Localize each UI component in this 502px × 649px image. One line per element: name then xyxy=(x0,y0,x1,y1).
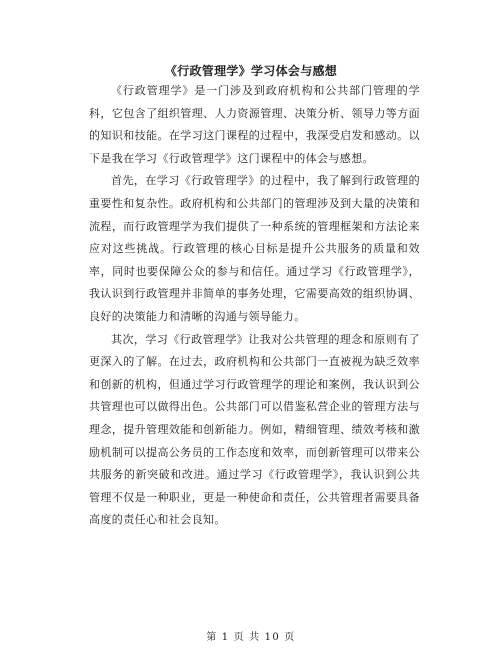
footer-page-unit: 页 xyxy=(233,632,246,643)
document-title: 《行政管理学》学习体会与感想 xyxy=(164,64,338,78)
footer-total-pages: 10 xyxy=(264,632,281,643)
footer-page-prefix: 第 xyxy=(206,632,218,643)
paragraph-second-point: 其次，学习《行政管理学》让我对公共管理的理念和原则有了更深入的了解。在过去，政府机构和公共部门一直被视为缺乏效率和创新的机构，但通过学习行政管理学的理论和案例，我认识到公共管理也可以做得出色。公共部门可以借鉴私营企业的管理方法与理念，提升管理效能和创新能力。例如，精细管理、绩效考核和激励机制可以提高公务员的工作态度和效率，而创新管理可以带来公共服务的新突破和改进。通过学习《行政管理学》，我认识到公共管理不仅是一种职业，更是一种使命和责任，公共管理者需要具备高度的责任心和社会良知。 xyxy=(89,332,420,527)
page-footer xyxy=(0,628,502,643)
paragraph-intro: 《行政管理学》是一门涉及到政府机构和公共部门管理的学科，它包含了组织管理、人力资源管理、决策分析、领导力等方面的知识和技能。在学习这门课程的过程中，我深受启发和感动。以下是我在学习《行政管理学》这门课程中的体会与感想。 xyxy=(89,84,420,165)
paragraph-first-point: 首先，在学习《行政管理学》的过程中，我了解到行政管理的重要性和复杂性。政府机构和公共部门的管理涉及到大量的决策和流程，而行政管理学为我们提供了一种系统的管理框架和方法论来应对这些挑战。行政管理的核心目标是提升公共服务的质量和效率，同时也要保障公众的参与和信任。通过学习《行政管理学》，我认识到行政管理并非简单的事务处理，它需要高效的组织协调、良好的决策能力和清晰的沟通与领导能力。 xyxy=(89,174,420,323)
footer-total-unit: 页 xyxy=(284,632,296,643)
footer-current-page: 1 xyxy=(221,632,230,643)
footer-total-label: 共 xyxy=(249,632,261,643)
document-body xyxy=(89,80,420,532)
